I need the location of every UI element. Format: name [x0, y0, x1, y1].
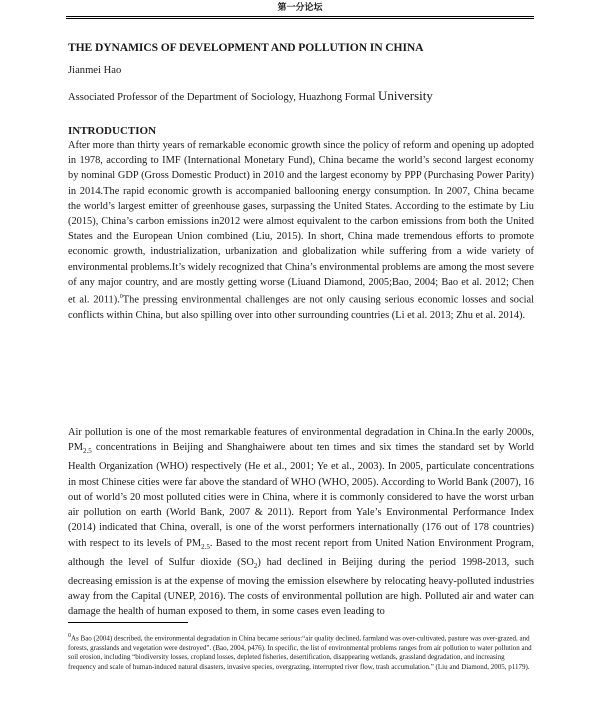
- body-paragraph-2: Air pollution is one of the most remarkable features of environmental degradation in China.In the early 2000s, $PM_{2.5}$ concentrations in Beijing and Shanghaiwere about ten times and six times the standard set by World Health Organization (WHO) respectively (He et al., 2001; Ye et al., 2003). In 2005, particulate concentrations in most Chinese cities were far above the standard of WHO (WHO, 2005). According to World Bank (2007), 16 out of world’s 20 most polluted cities were in China, where it is commonly considered to have the worst urban air pollution on earth (World Bank, 2007 & 2011). Report from Yale’s Environmental Performance Index (2014) indicated that China, overall, is one of the worst performers internationally (176 out of 178 countries) with respect to its levels of $PM_{2.5}$. Based to the most recent report from United Nation Environment Program, although the level of Sulfur dioxide $(SO_2)$ had declined in Beijing during the period 1998-2013, such decreasing emission is at the expense of moving the emission elsewhere by relocating heavy-polluted industries away from the Capital (UNEP, 2016). The costs of environmental pollution are high. Polluted air and water can damage the health of human exposed to them, in some cases even leading to: [68, 427, 534, 618]
- section-heading: INTRODUCTION: [68, 125, 157, 137]
- footnote-marker: 0: [119, 294, 123, 301]
- affiliation-university: University: [378, 88, 433, 103]
- running-header: 第一分论坛: [277, 3, 323, 13]
- footnote-text: As Bao (2004) described, the environmental degradation in China became serious:“air quality declined, farmland was over-cultivated, pasture was over-grazed, and forests, grasslands and vegetation were destroyed”. (Bao, 2004, p476). In specific, the list of environmental problems ranges from air pollution to water pollution and soil erosion, including “biodiversity losses, cropland losses, depleted fisheries, desertification, disappearing wetlands, grassland degradation, and increasing frequency and scale of human-induced natural disasters, invasive species, overgrazing, interrupted river flow, trash accumulation.” (Liu and Diamond, 2005, p1179).: [68, 634, 532, 671]
- footnote-number: 0: [68, 633, 71, 639]
- header-rule: [66, 16, 534, 17]
- body-paragraph-1: After more than thirty years of remarkable economic growth since the policy of reform and opening up adopted in 1978, according to IMF (International Monetary Fund), China became the world’s second largest economy by nominal GDP (Gross Domestic Product) in 2010 and the largest economy by PPP (Purchasing Power Parity) in 2014.The rapid economic growth is accompanied ballooning energy consumption. In 2007, China became the world’s largest emitter of greenhouse gases, surpassing the United States. According to the estimate by Liu (2015), China’s carbon emissions in2012 were almost equivalent to the carbon emissions from both the United States and the European Union combined (Liu, 2015). In short, China made tremendous efforts to promote economic growth, industrialization, urbanization and globalization while suffering from a wide variety of environmental problems.It’s widely recognized that China’s environmental problems are among the most severe of any major country, and are mostly getting worse (Liuand Diamond, 2005;Bao, 2004; Bao et al. 2012; Chen et al. 2011).$^0$The pressing environmental challenges are not only causing serious economic losses and social conflicts within China, but also spilling over into other surrounding countries (Li et al. 2013; Zhu et al. 2014).: [68, 140, 535, 321]
- footnote: [68, 632, 532, 672]
- paper-title: THE DYNAMICS OF DEVELOPMENT AND POLLUTION IN CHINA: [68, 41, 424, 54]
- affiliation-text: Associated Professor of the Department of Sociology, Huazhong Formal: [68, 92, 378, 103]
- footnote-rule: [68, 622, 188, 623]
- author-name: Jianmei Hao: [68, 65, 122, 76]
- header-rule-thin: [66, 18, 534, 19]
- author-affiliation: [68, 88, 433, 104]
